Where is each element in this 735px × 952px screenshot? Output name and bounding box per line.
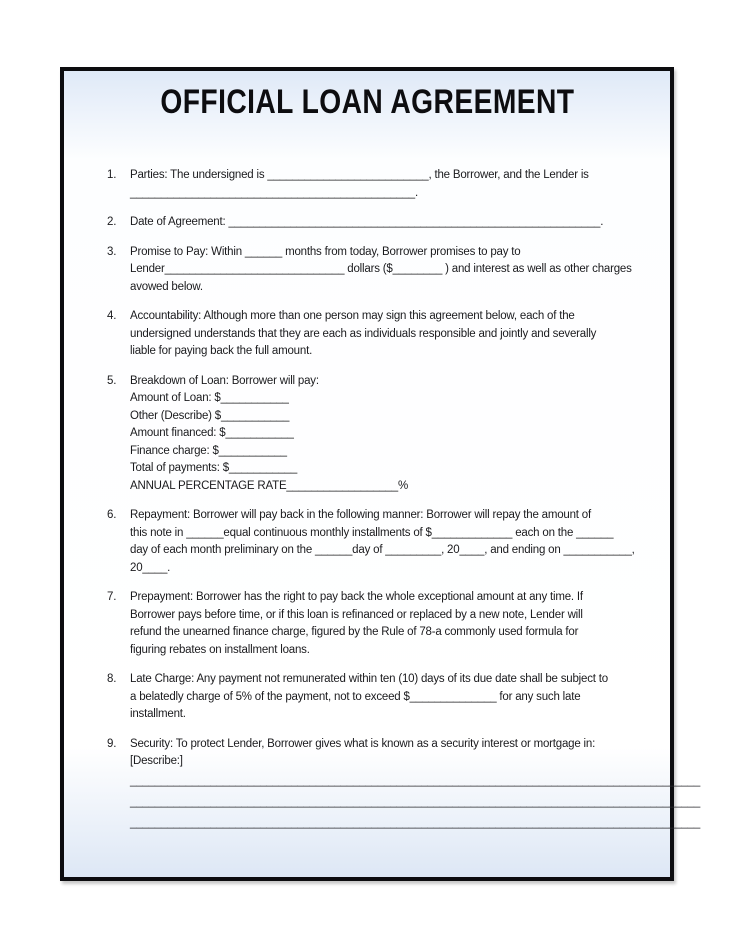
clause-line: [Describe:] [130,755,183,767]
clause-body [130,736,701,834]
clause-body [130,589,670,659]
clause-item-7 [107,589,670,659]
fill-in-blank-line: ____________________________________________________________________________________________ [130,795,701,808]
clause-line: Finance charge: $___________ [130,444,287,457]
clause-item-1 [107,167,670,202]
clause-line: 20____. [130,561,171,574]
document-title-text: OFFICIAL LOAN AGREEMENT [159,83,575,121]
clause-item-3 [107,244,670,297]
clause-body [130,671,670,724]
clause-number: 9. [107,737,117,750]
clause-body [130,373,670,496]
clause-line: Repayment: Borrower will pay back in the following manner: Borrower will repay the amount of [130,509,591,521]
document-title [64,83,670,121]
clause-item-5 [107,373,670,496]
clause-line: a belatedly charge of 5% of the payment, not to exceed $______________ for any such late [130,690,581,703]
clause-number: 7. [107,591,117,603]
clause-line: Promise to Pay: Within ______ months from today, Borrower promises to pay to [130,245,521,258]
clause-number: 8. [107,673,117,685]
clause-body [130,244,670,297]
clause-line: avowed below. [130,280,203,293]
clause-line: Other (Describe) $___________ [130,409,290,422]
clause-number: 2. [107,216,117,228]
clause-line: Parties: The undersigned is __________________________, the Borrower, and the Lender is [130,169,589,181]
clause-line: Lender_____________________________ dollars ($________ ) and interest as well as other charges [130,263,632,275]
clause-line: Borrower pays before time, or if this loan is refinanced or replaced by a new note, Lender will [130,608,583,621]
clause-item-2 [107,214,670,232]
clause-line: day of each month preliminary on the ______day of _________, 20____, and ending on ___________, [130,544,635,556]
clause-line: Accountability: Although more than one person may sign this agreement below, each of the [130,310,575,322]
clause-line: refund the unearned finance charge, figured by the Rule of 78-a commonly used formula for [130,626,579,638]
clause-item-4 [107,308,670,361]
fill-in-blank-line: ____________________________________________________________________________________________ [130,774,701,787]
clause-line: liable for paying back the full amount. [130,345,313,357]
clause-line: Prepayment: Borrower has the right to pay back the whole exceptional amount at any time. If [130,591,583,603]
clause-line: ______________________________________________. [130,186,418,199]
clause-line: Date of Agreement: ____________________________________________________________. [130,216,604,228]
clause-number: 5. [107,374,117,387]
document-frame [60,67,701,881]
clause-body [130,308,670,361]
clause-list [64,167,701,834]
clause-line: Amount financed: $___________ [130,427,294,439]
clause-line: figuring rebates on installment loans. [130,643,310,656]
clause-number: 6. [107,509,117,521]
clause-number: 1. [107,169,117,181]
clause-line: undersigned understands that they are each as individuals responsible and jointly and severally [130,327,597,340]
fill-in-blank-line: ____________________________________________________________________________________________ [130,816,701,829]
clause-number: 3. [107,245,117,258]
clause-line: Amount of Loan: $___________ [130,392,289,404]
clause-body [130,507,670,577]
clause-body [130,214,670,232]
clause-line: Late Charge: Any payment not remunerated within ten (10) days of its due date shall be subject to [130,673,608,685]
clause-item-9 [107,736,701,834]
clause-line: this note in ______equal continuous monthly installments of $_____________ each on the ______ [130,526,614,539]
clause-line: Breakdown of Loan: Borrower will pay: [130,374,319,387]
clause-line: Total of payments: $___________ [130,462,298,474]
clause-item-8 [107,671,670,724]
clause-line: Security: To protect Lender, Borrower gives what is known as a security interest or mortgage in: [130,737,596,750]
clause-number: 4. [107,310,117,322]
clause-item-6 [107,507,670,577]
clause-line: installment. [130,708,186,720]
clause-body [130,167,670,202]
clause-line: ANNUAL PERCENTAGE RATE__________________% [130,479,408,492]
